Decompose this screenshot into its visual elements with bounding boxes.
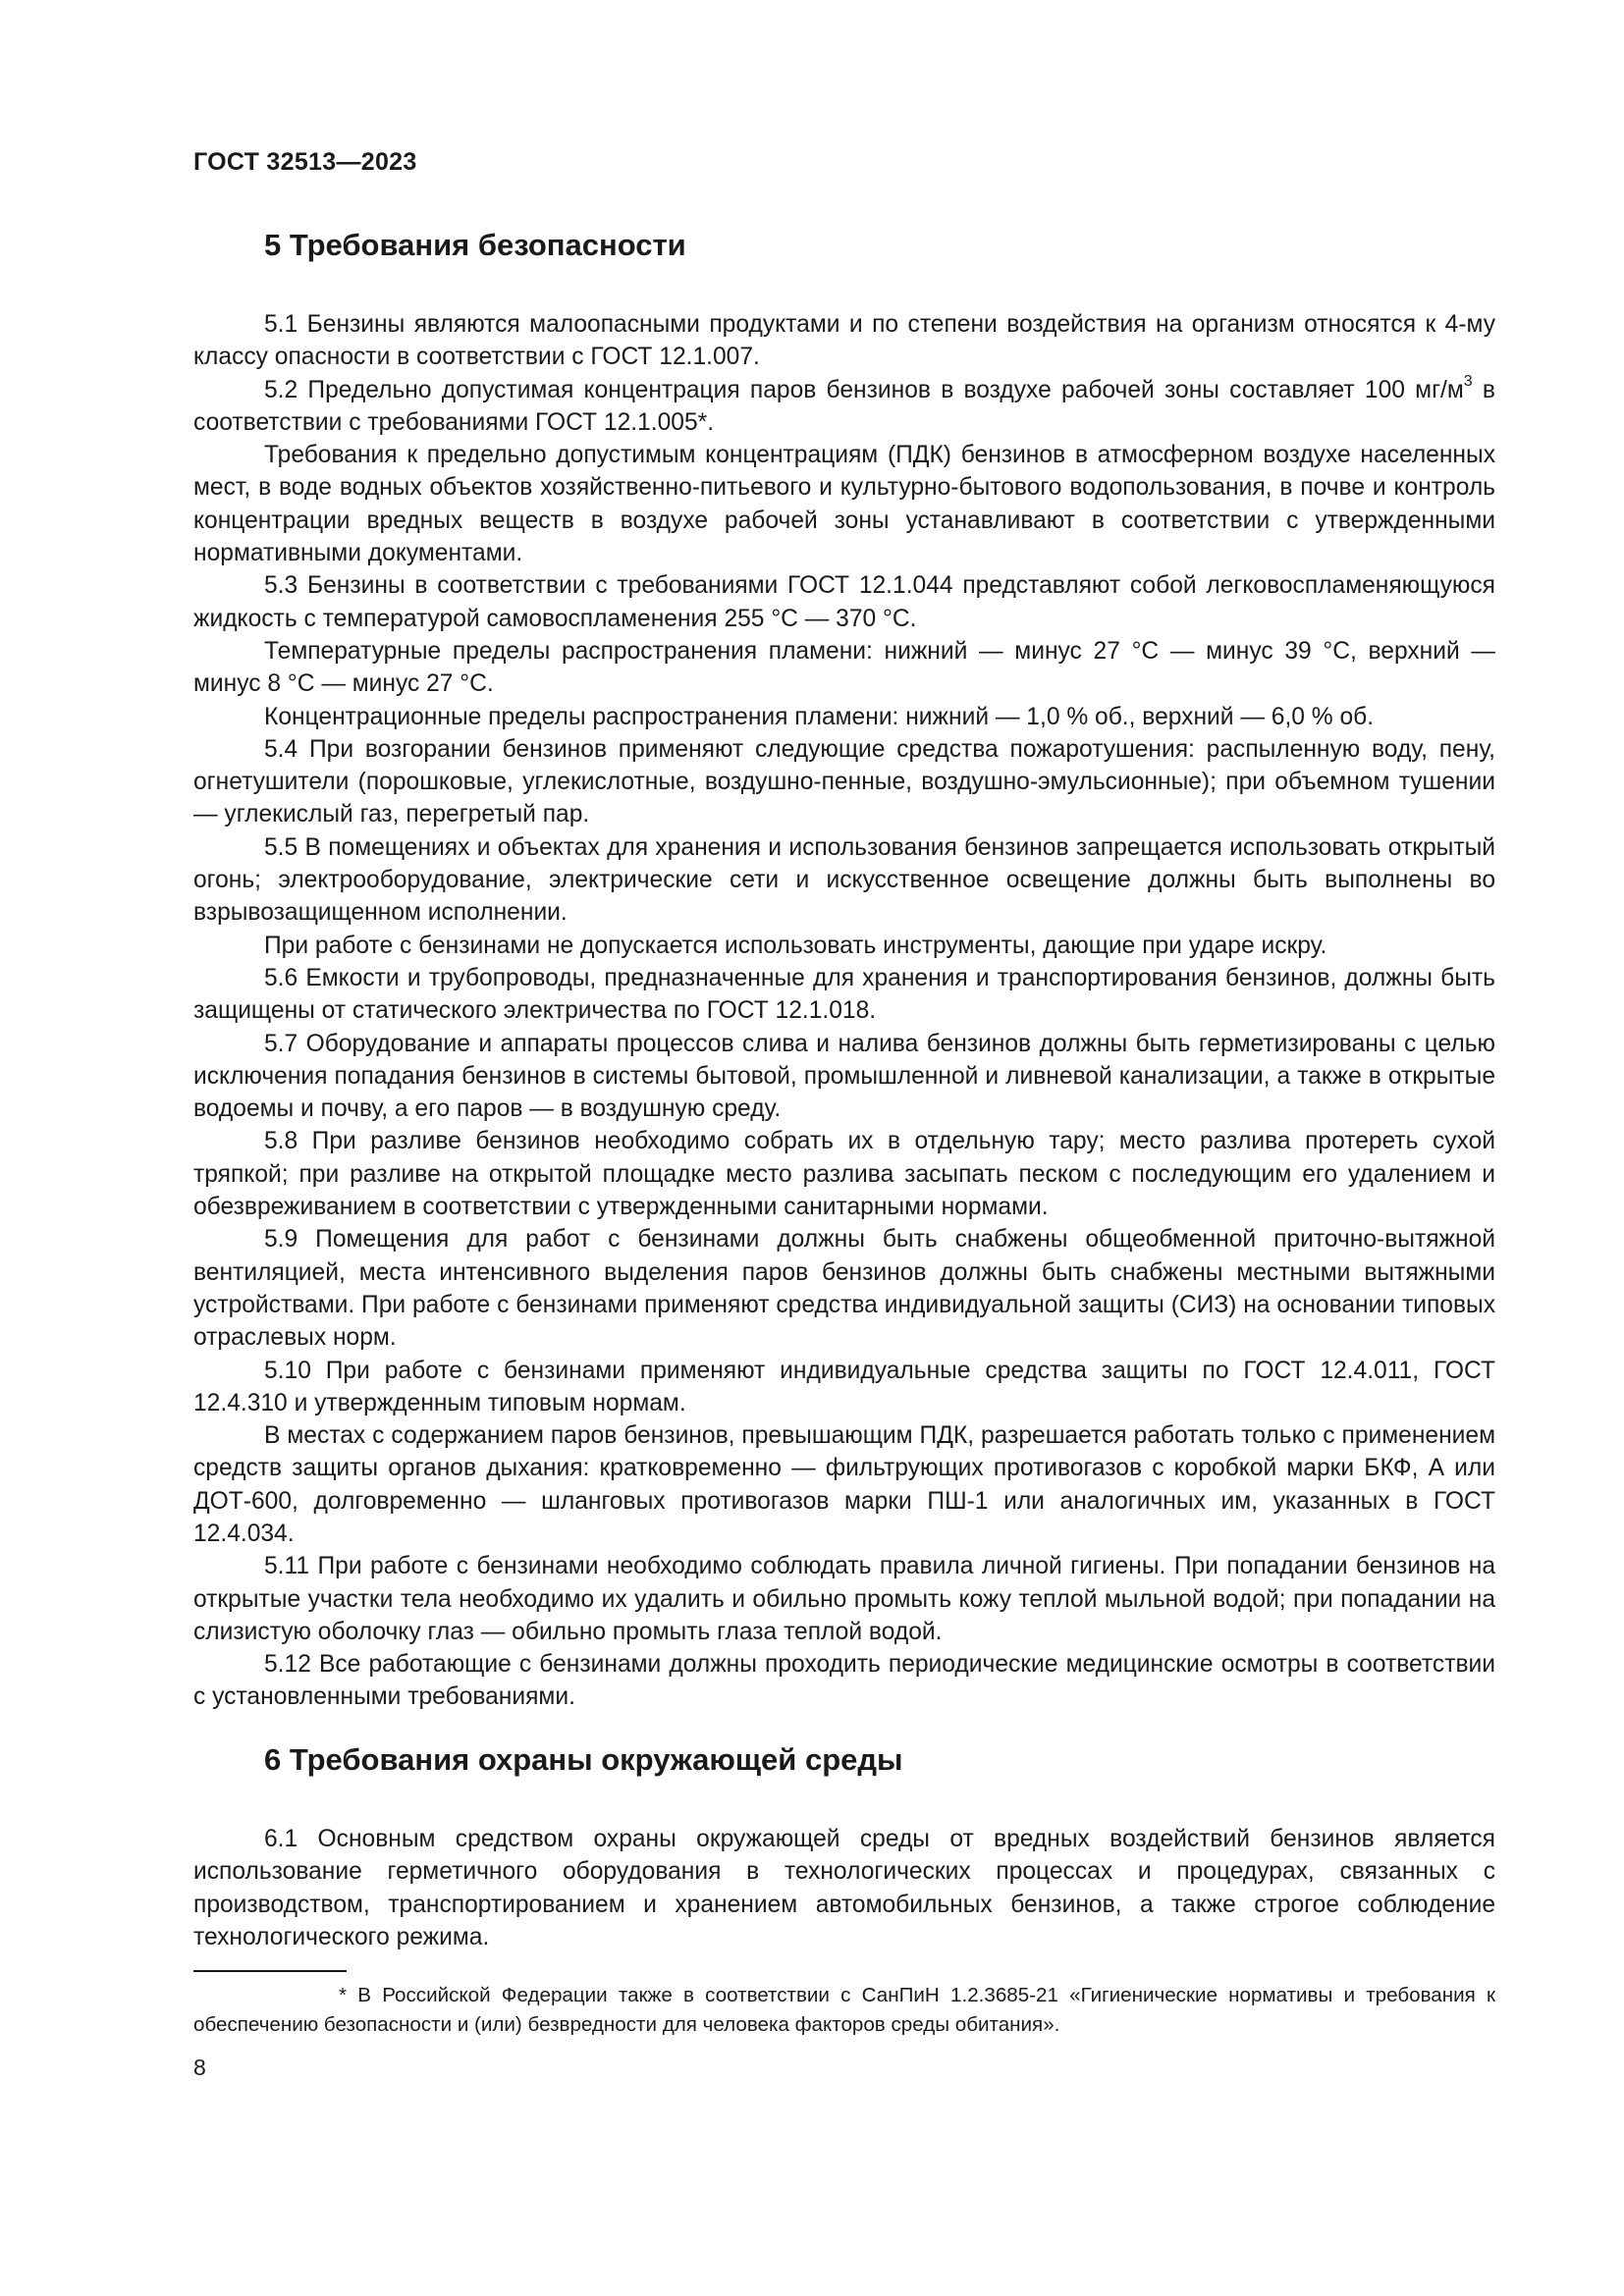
superscript-exponent: 3 — [1463, 373, 1473, 391]
paragraph-5-1: 5.1 Бензины являются малоопасными продуктами и по степени воздействия на организм относятся к 4-му классу опасности в соответствии с ГОСТ 12.1.007. — [193, 311, 1495, 371]
paragraph-5-2 — [193, 374, 1495, 440]
paragraph-5-2-text-end: в соответствии с требованиями ГОСТ 12.1.005*. — [193, 376, 1495, 436]
paragraph-respiratory-protection: В местах с содержанием паров бензинов, превышающим ПДК, разрешается работать только с применением средств защиты органов дыхания: кратковременно — фильтрующих противогазов с коробкой марки БКФ, А или ДОТ-600, долговременно — шланговых противогазов марки ПШ-1 или аналогичных им, указанных в ГОСТ 12.4.034. — [193, 1422, 1495, 1547]
paragraph-spark-tools: При работе с бензинами не допускается использовать инструменты, дающие при ударе искру. — [264, 932, 1327, 959]
paragraph-5-10: 5.10 При работе с бензинами применяют индивидуальные средства защиты по ГОСТ 12.4.011, ГОСТ 12.4.310 и утвержденным типовым нормам. — [193, 1357, 1495, 1416]
paragraph-5-3: 5.3 Бензины в соответствии с требованиями ГОСТ 12.1.044 представляют собой легковоспламеняющуюся жидкость с температурой самовоспламенения 255 °С — 370 °С. — [193, 572, 1495, 632]
paragraph-pdk-requirements: Требования к предельно допустимым концентрациям (ПДК) бензинов в атмосферном воздухе населенных мест, в воде водных объектов хозяйственно-питьевого и культурно-бытового водопользования, в почве и контроль концентрации вредных веществ в воздухе рабочей зоны устанавливают в соответствии с утвержденными нормативными документами. — [193, 442, 1495, 567]
paragraph-5-5: 5.5 В помещениях и объектах для хранения и использования бензинов запрещается использовать открытый огонь; электрооборудование, электрические сети и искусственное освещение должны быть выполнены во взрывозащищенном исполнении. — [193, 833, 1495, 927]
paragraph-5-2-text: 5.2 Предельно допустимая концентрация паров бензинов в воздухе рабочей зоны составляет 100 мг/м — [264, 376, 1464, 403]
paragraph-5-9: 5.9 Помещения для работ с бензинами должны быть снабжены общеобменной приточно-вытяжной вентиляцией, места интенсивного выделения паров бензинов должны быть снабжены местными вытяжными устройствами. При работе с бензинами применяют средства индивидуальной защиты (СИЗ) на основании типовых отраслевых норм. — [193, 1226, 1495, 1352]
paragraph-5-12: 5.12 Все работающие с бензинами должны проходить периодические медицинские осмотры в соответствии с установленными требованиями. — [193, 1651, 1495, 1711]
section-5-title: 5 Требования безопасности — [264, 228, 686, 262]
paragraph-temperature-limits: Температурные пределы распространения пламени: нижний — минус 27 °С — минус 39 °С, верхний — минус 8 °С — минус 27 °С. — [193, 637, 1495, 698]
footnote-divider — [193, 1970, 347, 1972]
paragraph-5-11: 5.11 При работе с бензинами необходимо соблюдать правила личной гигиены. При попадании бензинов на открытые участки тела необходимо их удалить и обильно промыть кожу теплой мыльной водой; при попадании на слизистую оболочку глаз — обильно промыть глаза теплой водой. — [193, 1553, 1495, 1645]
section-5-safety-requirements — [193, 224, 1495, 1714]
paragraph-5-4: 5.4 При возгорании бензинов применяют следующие средства пожаротушения: распыленную воду, пену, огнетушители (порошковые, углекислотные, воздушно-пенные, воздушно-эмульсионные); при объемном тушении — углекислый газ, перегретый пар. — [193, 735, 1495, 828]
section-6-title: 6 Требования охраны окружающей среды — [264, 1742, 903, 1777]
footnote: * В Российской Федерации также в соответствии с СанПиН 1.2.3685-21 «Гигиенические нормативы и требования к обеспечению безопасности и (или) безвредности для человека факторов среды обитания». — [193, 1984, 1495, 2036]
document-header-id: ГОСТ 32513—2023 — [193, 148, 417, 176]
paragraph-5-8: 5.8 При разливе бензинов необходимо собрать их в отдельную тару; место разлива протереть сухой тряпкой; при разливе на открытой площадке место разлива засыпать песком с последующим его удалением и обезвреживанием в соответствии с утвержденными санитарными нормами. — [193, 1128, 1495, 1221]
section-6-environmental-requirements — [193, 1738, 1495, 1953]
paragraph-5-6: 5.6 Емкости и трубопроводы, предназначенные для хранения и транспортирования бензинов, должны быть защищены от статического электричества по ГОСТ 12.1.018. — [193, 964, 1495, 1025]
paragraph-concentration-limits: Концентрационные пределы распространения пламени: нижний — 1,0 % об., верхний — 6,0 % об. — [264, 703, 1375, 730]
paragraph-6-1: 6.1 Основным средством охраны окружающей среды от вредных воздействий бензинов является использование герметичного оборудования в технологических процессах и процедурах, связанных с производством, транспортированием и хранением автомобильных бензинов, а также строгое соблюдение технологического режима. — [193, 1826, 1495, 1950]
page-number: 8 — [193, 2055, 206, 2080]
paragraph-5-7: 5.7 Оборудование и аппараты процессов слива и налива бензинов должны быть герметизированы с целью исключения попадания бензинов в системы бытовой, промышленной и ливневой канализации, а также в открытые водоемы и почву, а его паров — в воздушную среду. — [193, 1030, 1495, 1123]
